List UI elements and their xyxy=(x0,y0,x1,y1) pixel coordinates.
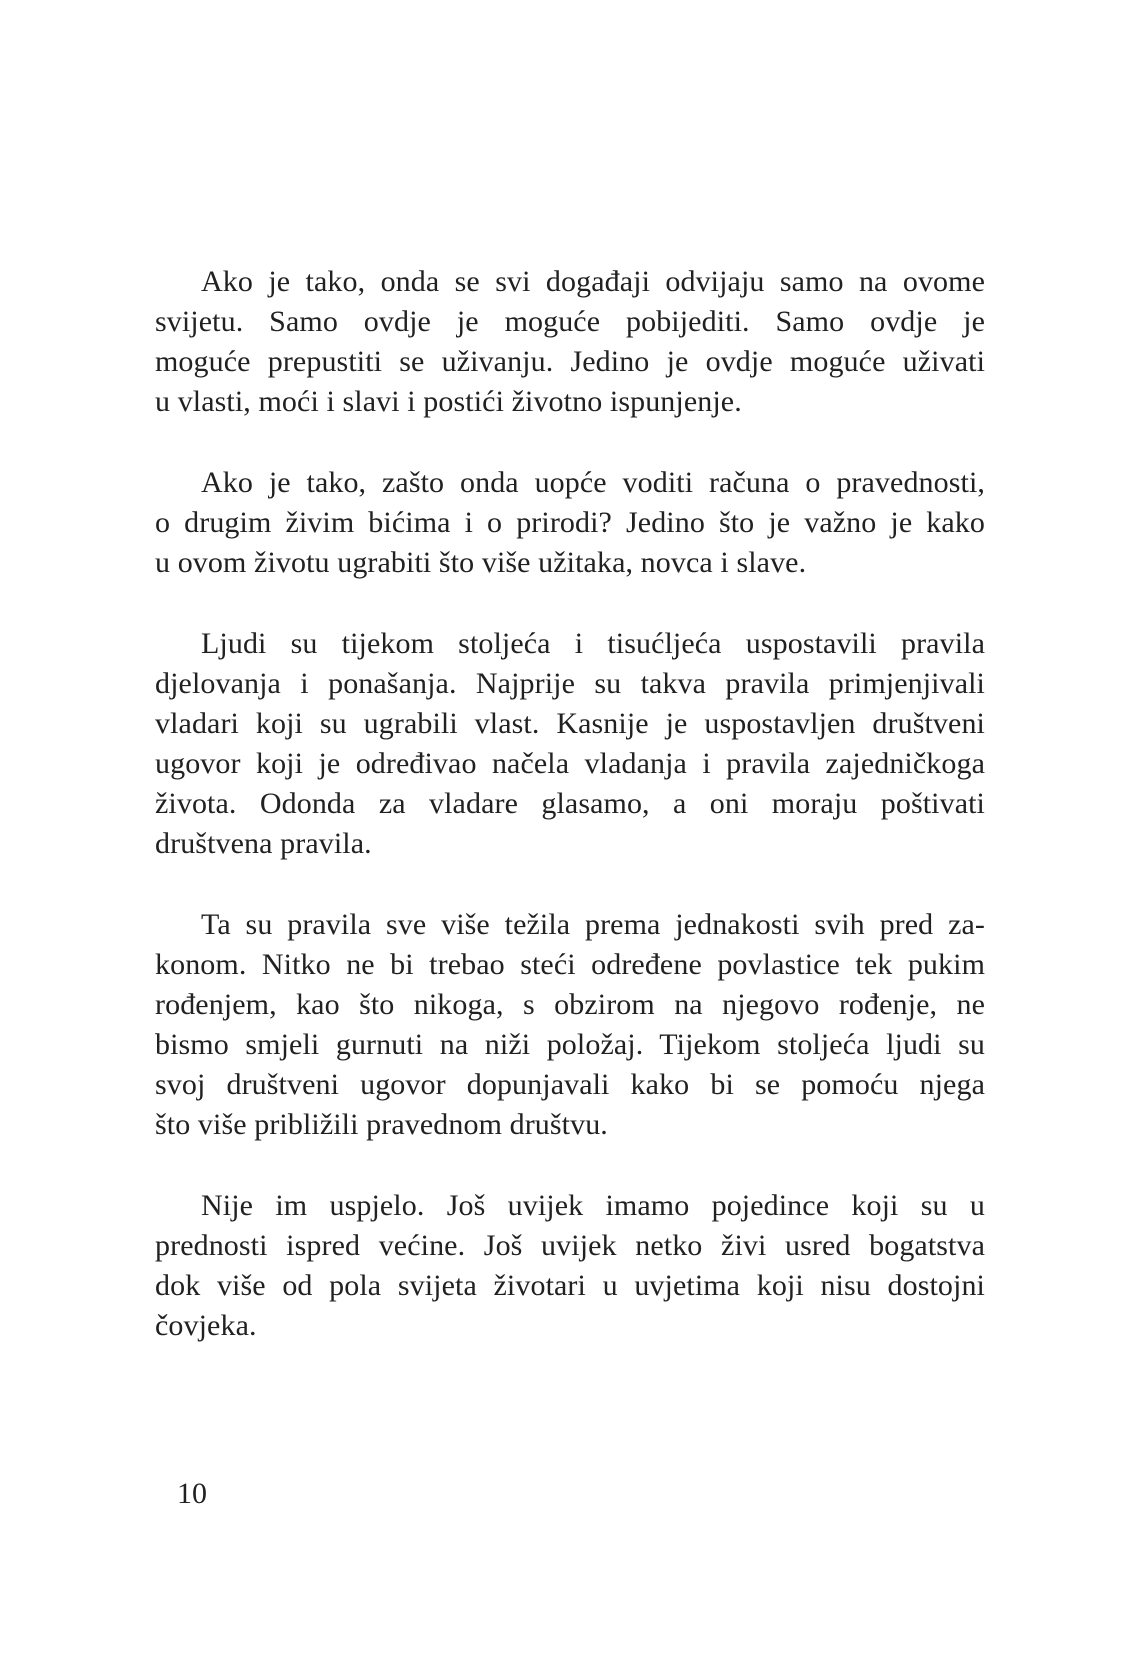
paragraph xyxy=(155,463,985,583)
text-line: moguće prepustiti se uživanju. Jedino je ovdje moguće uživati xyxy=(155,345,985,378)
paragraph xyxy=(155,1186,985,1346)
text-line: u vlasti, moći i slavi i postići životno ispunjenje. xyxy=(155,385,742,418)
text-line: društvena pravila. xyxy=(155,827,372,860)
paragraph xyxy=(155,624,985,864)
text-line: djelovanja i ponašanja. Najprije su takva pravila primjenjivali xyxy=(155,667,985,700)
text-line: u ovom životu ugrabiti što više užitaka, novca i slave. xyxy=(155,546,807,579)
text-line: Ako je tako, zašto onda uopće voditi računa o pravednosti, xyxy=(201,466,985,499)
text-line: života. Odonda za vladare glasamo, a oni moraju poštivati xyxy=(155,787,985,820)
text-line: o drugim živim bićima i o prirodi? Jedino što je važno je kako xyxy=(155,506,985,539)
text-line: konom. Nitko ne bi trebao steći određene povlastice tek pukim xyxy=(155,948,985,981)
text-line: prednosti ispred većine. Još uvijek netko živi usred bogatstva xyxy=(155,1229,985,1262)
text-line: Nije im uspjelo. Još uvijek imamo pojedince koji su u xyxy=(201,1189,985,1222)
text-line: svijetu. Samo ovdje je moguće pobijediti. Samo ovdje je xyxy=(155,305,985,338)
page-number: 10 xyxy=(177,1477,207,1510)
text-line: vladari koji su ugrabili vlast. Kasnije je uspostavljen društveni xyxy=(155,707,985,740)
text-line: čovjeka. xyxy=(155,1309,257,1342)
paragraph xyxy=(155,262,985,422)
text-line: bismo smjeli gurnuti na niži položaj. Tijekom stoljeća ljudi su xyxy=(155,1028,985,1061)
text-line: rođenjem, kao što nikoga, s obzirom na njegovo rođenje, ne xyxy=(155,988,985,1021)
text-line: Ljudi su tijekom stoljeća i tisućljeća uspostavili pravila xyxy=(201,627,985,660)
paragraph xyxy=(155,905,985,1145)
text-line: svoj društveni ugovor dopunjavali kako bi se pomoću njega xyxy=(155,1068,985,1101)
text-line: Ako je tako, onda se svi događaji odvijaju samo na ovome xyxy=(201,265,985,298)
text-line: ugovor koji je određivao načela vladanja i pravila zajedničkoga xyxy=(155,747,985,780)
text-line: Ta su pravila sve više težila prema jednakosti svih pred za- xyxy=(201,908,985,941)
text-block xyxy=(155,262,985,1346)
text-line: dok više od pola svijeta životari u uvjetima koji nisu dostojni xyxy=(155,1269,985,1302)
text-line: što više približili pravednom društvu. xyxy=(155,1108,608,1141)
